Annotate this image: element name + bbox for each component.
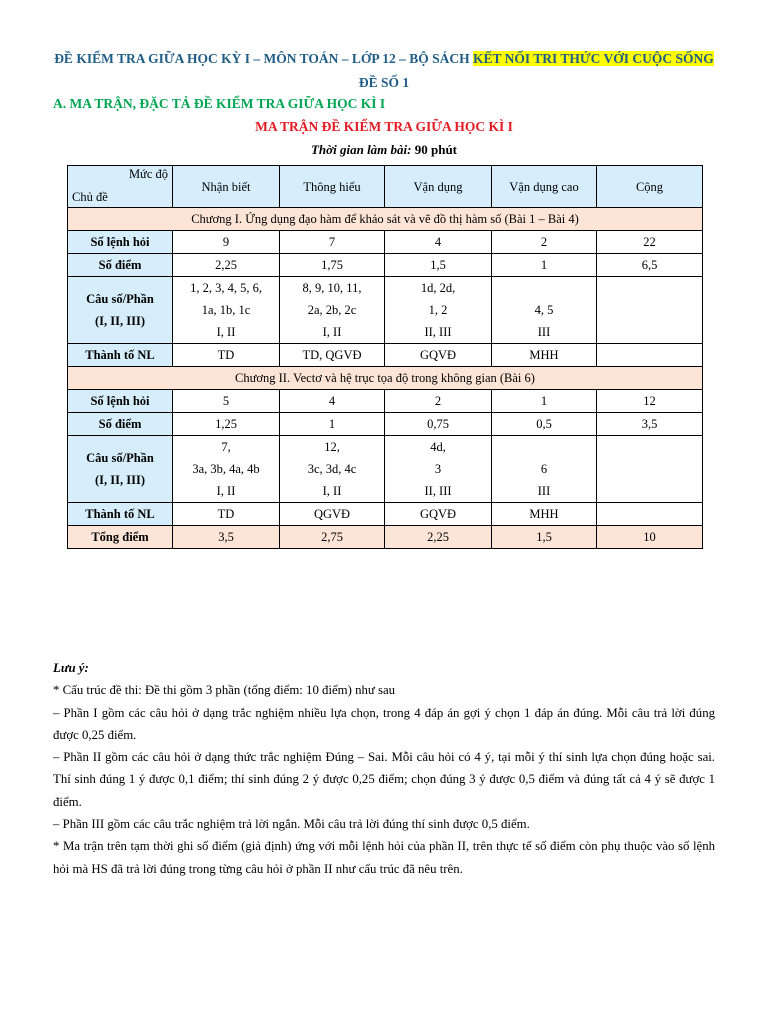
- header-cell: Cộng: [597, 166, 703, 208]
- exam-matrix-table: [67, 165, 703, 549]
- table-row: [68, 390, 703, 413]
- table-row: [68, 436, 703, 503]
- table-cell: 1: [492, 254, 597, 277]
- header-row: [68, 166, 703, 208]
- table-cell: GQVĐ: [385, 344, 492, 367]
- total-row: [68, 526, 703, 549]
- table-cell: 8, 9, 10, 11, 2a, 2b, 2c I, II: [280, 277, 385, 344]
- table-cell: TD: [173, 503, 280, 526]
- header-cell: Vận dụng cao: [492, 166, 597, 208]
- row-label: Câu số/Phần (I, II, III): [68, 436, 173, 503]
- table-cell: 2,25: [385, 526, 492, 549]
- table-cell: 7: [280, 231, 385, 254]
- table-cell: 6 III: [492, 436, 597, 503]
- table-row: [68, 503, 703, 526]
- matrix-title: MA TRẬN ĐỀ KIỂM TRA GIỮA HỌC KÌ I: [255, 119, 513, 134]
- table-cell: [597, 277, 703, 344]
- table-cell: 2: [385, 390, 492, 413]
- table-cell: TD, QGVĐ: [280, 344, 385, 367]
- table-cell: MHH: [492, 503, 597, 526]
- table-cell: 4: [385, 231, 492, 254]
- table-cell: 9: [173, 231, 280, 254]
- table-cell: 3,5: [173, 526, 280, 549]
- table-cell: MHH: [492, 344, 597, 367]
- corner-cell: Mức độ Chủ đề: [68, 166, 173, 208]
- table-cell: 1, 2, 3, 4, 5, 6, 1a, 1b, 1c I, II: [173, 277, 280, 344]
- table-cell: 7, 3a, 3b, 4a, 4b I, II: [173, 436, 280, 503]
- note-line: * Ma trận trên tạm thời ghi số điểm (giả định) ứng với mỗi lệnh hỏi của phần II, trên thực tế số điểm còn phụ thuộc vào số lệnh hỏi mà HS đã trả lời đúng trong từng câu hỏi ở phần II như cấu trúc đã nêu trên.: [53, 839, 715, 876]
- row-label: Tổng điểm: [68, 526, 173, 549]
- row-label: Câu số/Phần (I, II, III): [68, 277, 173, 344]
- row-label: Thành tố NL: [68, 344, 173, 367]
- table-cell: 12, 3c, 3d, 4c I, II: [280, 436, 385, 503]
- table-row: [68, 277, 703, 344]
- exam-duration: Thời gian làm bài: 90 phút: [310, 142, 458, 157]
- chapter-title: Chương I. Ứng dụng đạo hàm để khảo sát và vẽ đồ thị hàm số (Bài 1 – Bài 4): [68, 208, 703, 231]
- table-cell: 1,5: [385, 254, 492, 277]
- table-cell: 1d, 2d, 1, 2 II, III: [385, 277, 492, 344]
- table-cell: 2,75: [280, 526, 385, 549]
- chapter-row: [68, 208, 703, 231]
- table-cell: 1,75: [280, 254, 385, 277]
- note-line: – Phần I gồm các câu hỏi ở dạng trắc nghiệm nhiều lựa chọn, trong 4 đáp án gợi ý chọn 1 đáp án đúng. Mỗi câu trả lời đúng được 0,25 điểm.: [53, 705, 715, 742]
- table-cell: 10: [597, 526, 703, 549]
- table-cell: 3,5: [597, 413, 703, 436]
- table-cell: 2: [492, 231, 597, 254]
- table-cell: 4: [280, 390, 385, 413]
- table-row: [68, 254, 703, 277]
- note-line: * Cấu trúc đề thi: Đề thi gồm 3 phần (tổng điểm: 10 điểm) như sau: [53, 683, 396, 698]
- row-label: Số lệnh hỏi: [68, 231, 173, 254]
- notes-section: [53, 657, 715, 880]
- table-cell: TD: [173, 344, 280, 367]
- note-line: – Phần II gồm các câu hỏi ở dạng thức trắc nghiệm Đúng – Sai. Mỗi câu hỏi có 4 ý, tại mỗi ý thí sinh lựa chọn đúng hoặc sai. Thí sinh đúng 1 ý được 0,1 điểm; thí sinh đúng 2 ý được 0,25 điểm; chọn đúng 3 ý được 0,5 điểm và đúng tất cả 4 ý sẽ được 1 điểm.: [53, 750, 715, 809]
- table-cell: 0,75: [385, 413, 492, 436]
- table-cell: 22: [597, 231, 703, 254]
- header-cell: Vận dụng: [385, 166, 492, 208]
- document-title: ĐỀ KIỂM TRA GIỮA HỌC KỲ I – MÔN TOÁN – LỚP 12 – BỘ SÁCH KẾT NỐI TRI THỨC VỚI CUỘC SỐNG: [54, 51, 714, 66]
- notes-heading: Lưu ý:: [53, 661, 89, 675]
- exam-number: ĐỀ SỐ 1: [358, 75, 410, 90]
- table-cell: [597, 436, 703, 503]
- row-label: Thành tố NL: [68, 503, 173, 526]
- table-cell: QGVĐ: [280, 503, 385, 526]
- table-cell: [597, 503, 703, 526]
- table-cell: 4, 5 III: [492, 277, 597, 344]
- table-cell: 5: [173, 390, 280, 413]
- row-label: Số điểm: [68, 413, 173, 436]
- table-cell: 6,5: [597, 254, 703, 277]
- header-cell: Thông hiểu: [280, 166, 385, 208]
- table-cell: 12: [597, 390, 703, 413]
- table-cell: 1,25: [173, 413, 280, 436]
- table-row: [68, 344, 703, 367]
- table-row: [68, 231, 703, 254]
- table-cell: 4d, 3 II, III: [385, 436, 492, 503]
- chapter-title: Chương II. Vectơ và hệ trục tọa độ trong không gian (Bài 6): [68, 367, 703, 390]
- table-cell: 1: [280, 413, 385, 436]
- row-label: Số điểm: [68, 254, 173, 277]
- table-cell: 1,5: [492, 526, 597, 549]
- chapter-row: [68, 367, 703, 390]
- table-cell: 2,25: [173, 254, 280, 277]
- publisher-highlight: KẾT NỐI TRI THỨC VỚI CUỘC SỐNG: [473, 51, 714, 66]
- row-label: Số lệnh hỏi: [68, 390, 173, 413]
- header-cell: Nhận biết: [173, 166, 280, 208]
- note-line: – Phần III gồm các câu trắc nghiệm trả lời ngắn. Mỗi câu trả lời đúng thí sinh được 0,5 điểm.: [53, 817, 530, 832]
- table-cell: [597, 344, 703, 367]
- section-a-heading: A. MA TRẬN, ĐẶC TẢ ĐỀ KIỂM TRA GIỮA HỌC KÌ I: [53, 96, 386, 111]
- table-cell: GQVĐ: [385, 503, 492, 526]
- table-cell: 0,5: [492, 413, 597, 436]
- table-row: [68, 413, 703, 436]
- table-cell: 1: [492, 390, 597, 413]
